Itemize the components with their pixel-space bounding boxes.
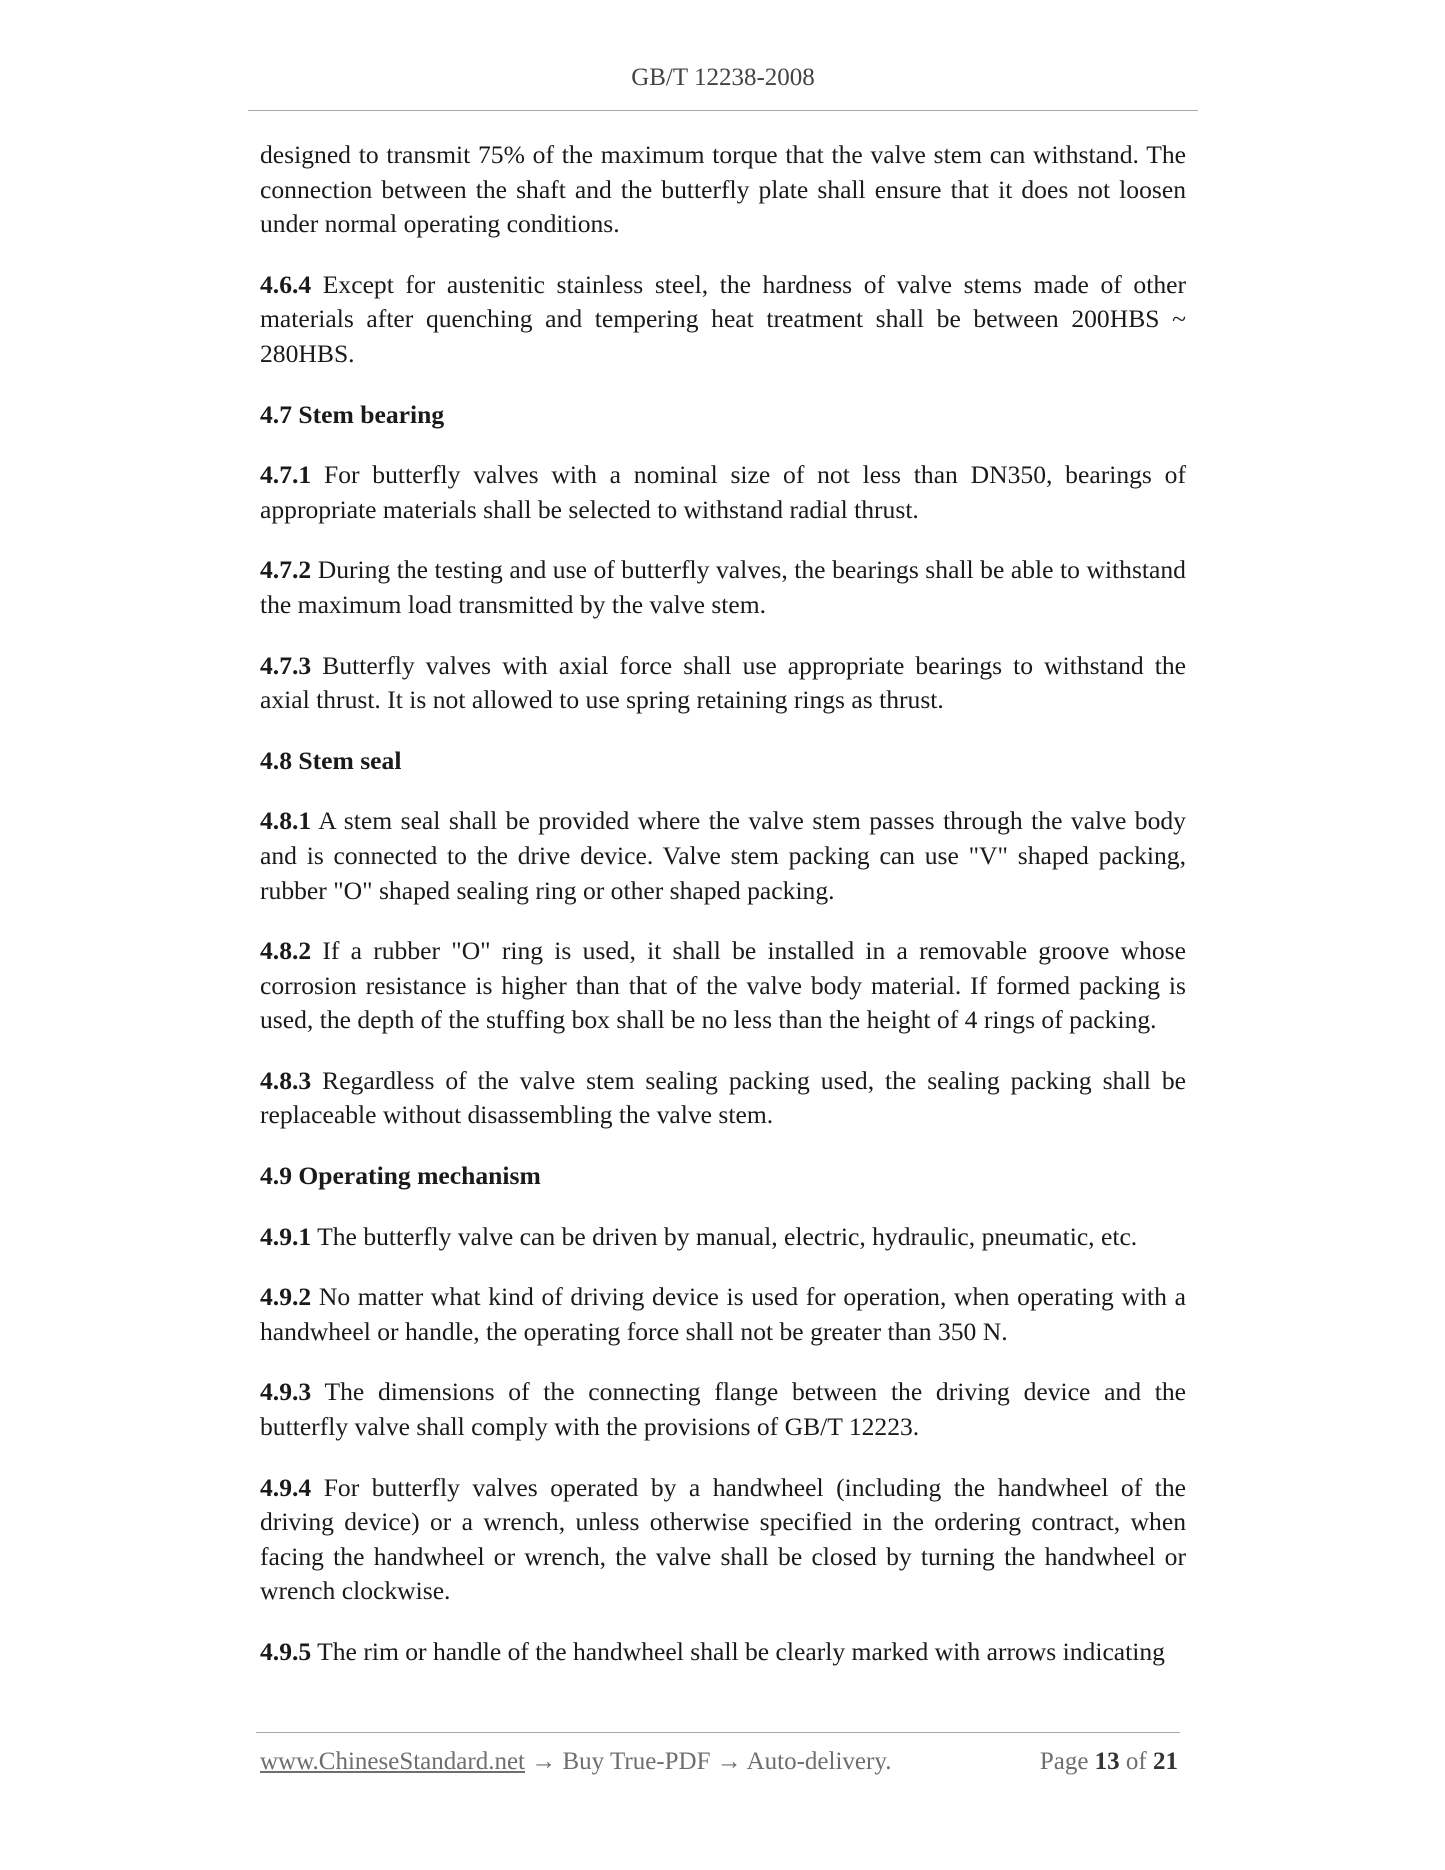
clause-text: The butterfly valve can be driven by manual, electric, hydraulic, pneumatic, etc. [317, 1221, 1138, 1251]
clause-4-8-1 [260, 804, 1186, 908]
clause-text: The rim or handle of the handwheel shall be clearly marked with arrows indicating [317, 1637, 1165, 1666]
clause-4-9-1 [260, 1220, 1186, 1255]
footer-promo [260, 1748, 891, 1776]
clause-number: 4.9.2 [260, 1282, 312, 1312]
clause-text: Except for austenitic stainless steel, the hardness of valve stems made of other materials after quenching and tempering heat treatment shall be between 200HBS ~ 280HBS. [260, 269, 1186, 368]
section-heading-4-8: 4.8 Stem seal [260, 745, 402, 775]
current-page-number: 13 [1094, 1748, 1120, 1775]
clause-4-9-4 [260, 1471, 1186, 1609]
clause-number: 4.8.2 [260, 936, 312, 966]
page-header-title: GB/T 12238-2008 [631, 64, 815, 91]
header-divider [248, 110, 1198, 111]
clause-4-9-5 [260, 1635, 1186, 1670]
clause-text: Butterfly valves with axial force shall use appropriate bearings to withstand the axial thrust. It is not allowed to use spring retaining rings as thrust. [260, 650, 1186, 715]
clause-4-7-1 [260, 458, 1186, 527]
section-heading-4-7: 4.7 Stem bearing [260, 399, 445, 429]
page-indicator [1040, 1748, 1178, 1776]
clause-text: If a rubber "O" ring is used, it shall be installed in a removable groove whose corrosion resistance is higher than that of the valve body material. If formed packing is used, the depth of the stuffing box shall be no less than the height of 4 rings of packing. [260, 936, 1186, 1035]
clause-number: 4.9.3 [260, 1377, 312, 1407]
total-pages-number: 21 [1153, 1748, 1178, 1775]
clause-number: 4.8.3 [260, 1065, 312, 1095]
clause-text: No matter what kind of driving device is used for operation, when operating with a handwheel or handle, the operating force shall not be greater than 350 N. [260, 1282, 1186, 1346]
clause-number: 4.9.4 [260, 1472, 312, 1502]
document-body [260, 138, 1186, 1696]
clause-4-7-2 [260, 553, 1186, 622]
clause-text: During the testing and use of butterfly valves, the bearings shall be able to withstand the maximum load transmitted by the valve stem. [260, 555, 1186, 619]
arrow-right-icon: → [716, 1748, 742, 1775]
clause-number: 4.8.1 [260, 806, 312, 836]
auto-delivery-text: Auto-delivery. [746, 1748, 892, 1775]
clause-4-8-3 [260, 1064, 1186, 1133]
paragraph-continued [260, 138, 1186, 242]
section-heading-4-9: 4.9 Operating mechanism [260, 1161, 541, 1191]
paragraph-text: designed to transmit 75% of the maximum torque that the valve stem can withstand. The connection between the shaft and the butterfly plate shall ensure that it does not loosen under normal operating conditions. [260, 140, 1186, 239]
clause-text: For butterfly valves operated by a handwheel (including the handwheel of the driving device) or a wrench, unless otherwise specified in the ordering contract, when facing the handwheel or wrench, the valve shall be closed by turning the handwheel or wrench clockwise. [260, 1472, 1186, 1606]
clause-number: 4.9.1 [260, 1221, 312, 1251]
footer-divider [256, 1732, 1180, 1733]
page-label: Page [1039, 1748, 1089, 1775]
clause-4-9-2 [260, 1280, 1186, 1349]
clause-4-8-2 [260, 934, 1186, 1038]
clause-text: The dimensions of the connecting flange between the driving device and the butterfly valve shall comply with the provisions of GB/T 12223. [260, 1377, 1187, 1442]
clause-number: 4.7.3 [260, 650, 312, 680]
arrow-right-icon: → [531, 1748, 557, 1775]
clause-text: For butterfly valves with a nominal size of not less than DN350, bearings of appropriate materials shall be selected to withstand radial thrust. [260, 460, 1186, 524]
clause-4-7-3 [260, 649, 1186, 718]
website-link[interactable]: www.ChineseStandard.net [260, 1748, 525, 1775]
clause-number: 4.9.5 [260, 1637, 312, 1666]
page-of-label: of [1125, 1748, 1147, 1775]
clause-number: 4.7.2 [260, 555, 312, 585]
buy-pdf-text: Buy True-PDF [562, 1748, 711, 1775]
clause-number: 4.6.4 [260, 269, 312, 299]
clause-text: Regardless of the valve stem sealing packing used, the sealing packing shall be replaceable without disassembling the valve stem. [260, 1065, 1186, 1130]
clause-4-9-3 [260, 1375, 1186, 1444]
clause-text: A stem seal shall be provided where the valve stem passes through the valve body and is connected to the drive device. Valve stem packing can use "V" shaped packing, rubber "O" shaped sealing ring or other shaped packing. [260, 806, 1186, 905]
clause-number: 4.7.1 [260, 460, 312, 490]
clause-4-6-4 [260, 268, 1186, 372]
